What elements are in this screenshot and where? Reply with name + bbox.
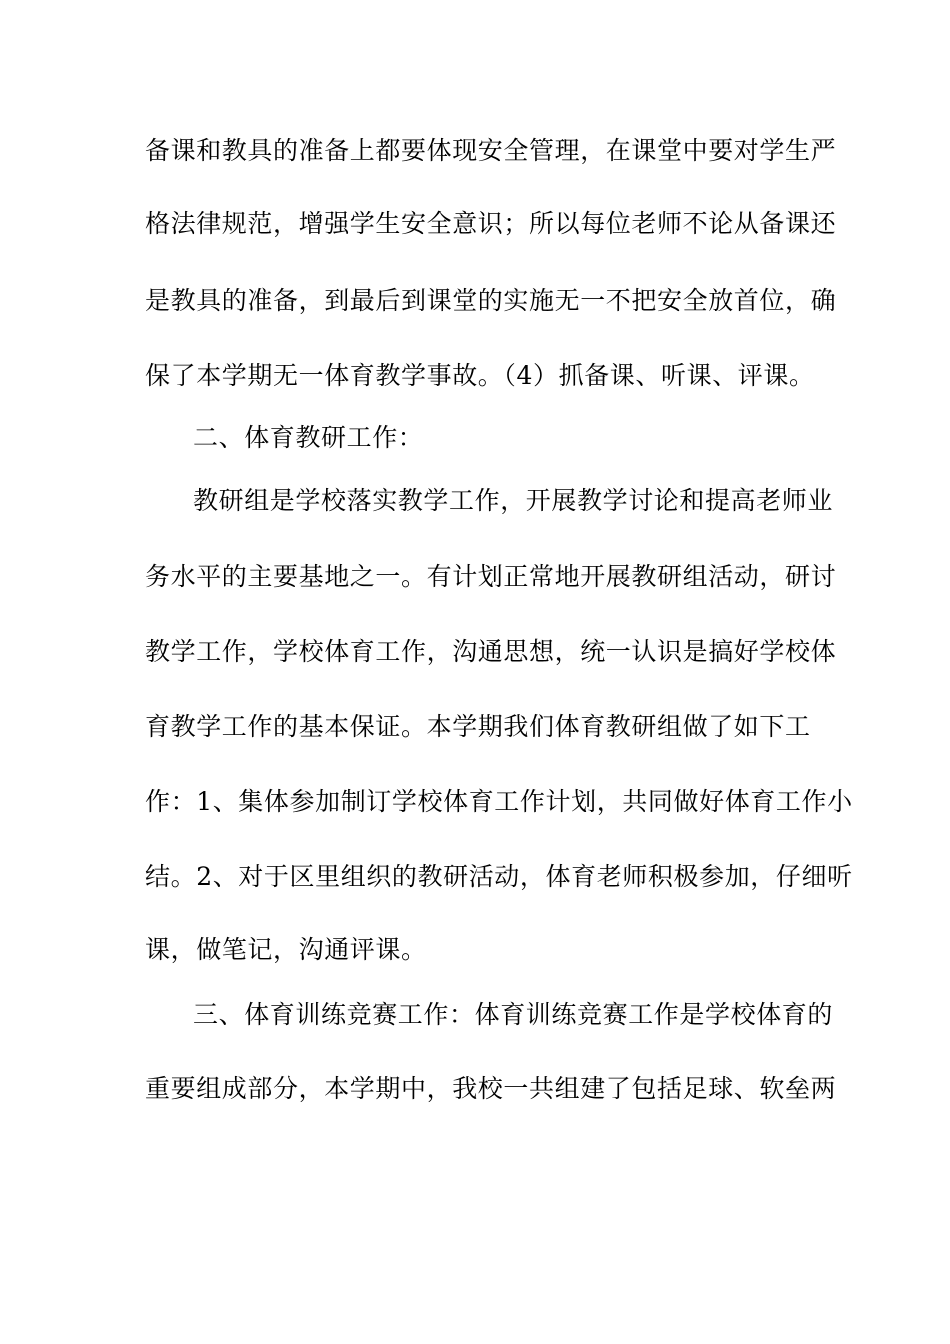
paragraph-line: 务水平的主要基地之一。有计划正常地开展教研组活动，研讨	[145, 562, 837, 591]
paragraph-line: 保了本学期无一体育教学事故。（4）抓备课、听课、评课。	[145, 361, 815, 390]
paragraph-line: 作：1、集体参加制订学校体育工作计划，共同做好体育工作小	[145, 787, 853, 816]
paragraph-line: 格法律规范，增强学生安全意识；所以每位老师不论从备课还	[145, 209, 837, 238]
paragraph-line: 重要组成部分，本学期中，我校一共组建了包括足球、软垒两	[145, 1074, 837, 1103]
section-heading: 二、体育教研工作：	[193, 423, 424, 452]
paragraph-line: 课，做笔记，沟通评课。	[145, 935, 427, 964]
paragraph-line: 教研组是学校落实教学工作，开展教学讨论和提高老师业	[193, 486, 834, 515]
paragraph-line: 备课和教具的准备上都要体现安全管理，在课堂中要对学生严	[145, 136, 837, 165]
paragraph-line: 育教学工作的基本保证。本学期我们体育教研组做了如下工	[145, 712, 811, 741]
paragraph-line: 教学工作，学校体育工作，沟通思想，统一认识是搞好学校体	[145, 637, 837, 666]
paragraph-line: 结。2、对于区里组织的教研活动，体育老师积极参加，仔细听	[145, 862, 853, 891]
paragraph-line: 是教具的准备，到最后到课堂的实施无一不把安全放首位，确	[145, 286, 837, 315]
section-heading: 三、体育训练竞赛工作：体育训练竞赛工作是学校体育的	[193, 1000, 834, 1029]
